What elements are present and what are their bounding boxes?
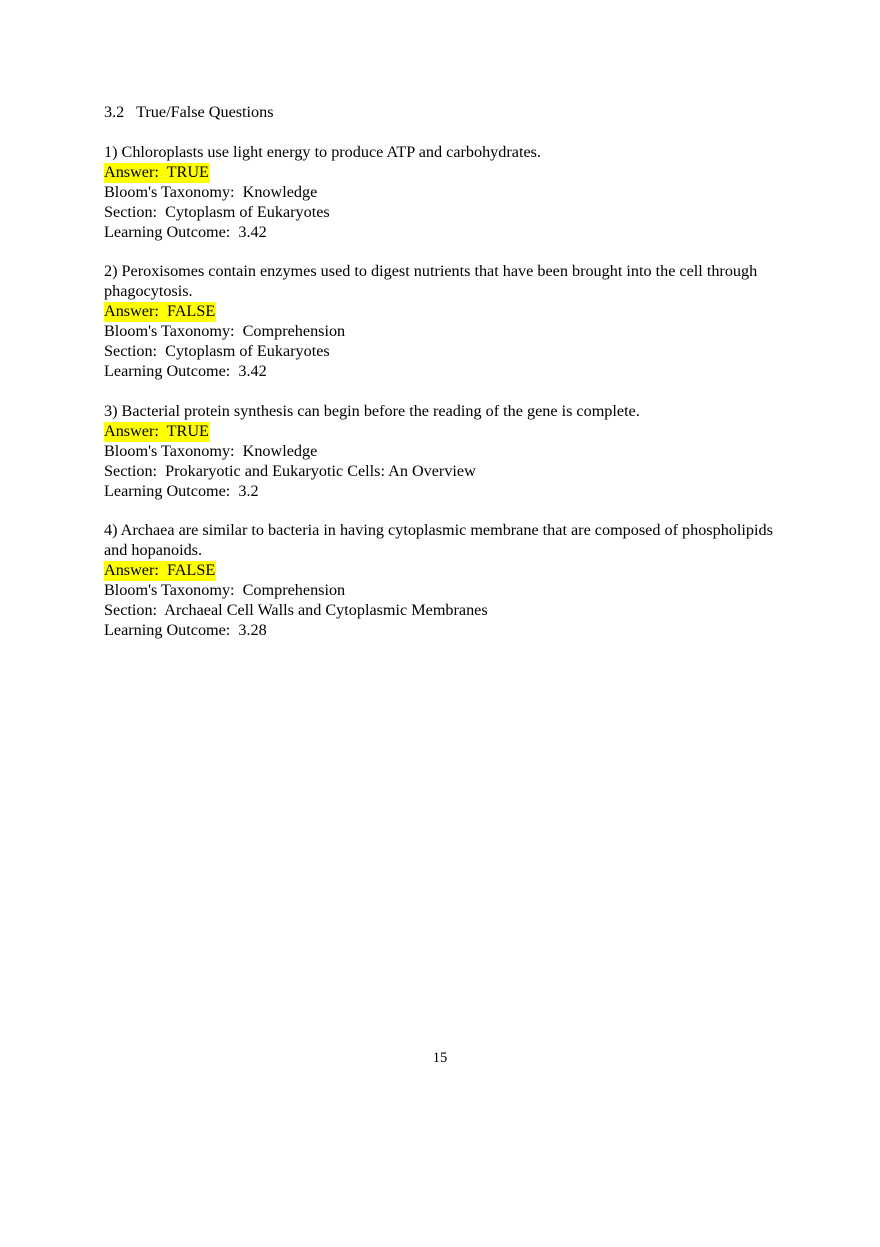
- question-text: 4) Archaea are similar to bacteria in having cytoplasmic membrane that are composed of phospholipids and hopanoids.: [104, 521, 777, 560]
- question-block-3: [104, 402, 784, 502]
- question-section: Section: Cytoplasm of Eukaryotes: [104, 342, 330, 361]
- blooms-taxonomy: Bloom's Taxonomy: Comprehension: [104, 581, 346, 600]
- page-number: 15: [432, 1050, 448, 1066]
- learning-outcome: Learning Outcome: 3.42: [104, 222, 267, 241]
- section-heading: 3.2 True/False Questions: [104, 103, 274, 121]
- question-text: 2) Peroxisomes contain enzymes used to digest nutrients that have been brought into the cell through phagocytosis.: [104, 262, 762, 301]
- question-block-2: [104, 262, 784, 381]
- blooms-taxonomy: Bloom's Taxonomy: Knowledge: [104, 441, 318, 460]
- answer-highlight: Answer: FALSE: [104, 302, 216, 321]
- blooms-taxonomy: Bloom's Taxonomy: Knowledge: [104, 182, 318, 201]
- question-text: 3) Bacterial protein synthesis can begin before the reading of the gene is complete.: [104, 401, 640, 420]
- question-text: 1) Chloroplasts use light energy to produce ATP and carbohydrates.: [104, 142, 541, 161]
- learning-outcome: Learning Outcome: 3.2: [104, 481, 259, 500]
- question-block-1: [104, 143, 784, 243]
- document-page: [104, 103, 784, 661]
- question-section: Section: Prokaryotic and Eukaryotic Cells: An Overview: [104, 461, 476, 480]
- question-section: Section: Archaeal Cell Walls and Cytoplasmic Membranes: [104, 601, 488, 620]
- answer-highlight: Answer: FALSE: [104, 561, 216, 580]
- blooms-taxonomy: Bloom's Taxonomy: Comprehension: [104, 322, 346, 341]
- learning-outcome: Learning Outcome: 3.28: [104, 620, 267, 639]
- learning-outcome: Learning Outcome: 3.42: [104, 361, 267, 380]
- question-block-4: [104, 521, 784, 640]
- answer-highlight: Answer: TRUE: [104, 421, 209, 440]
- question-section: Section: Cytoplasm of Eukaryotes: [104, 202, 330, 221]
- answer-highlight: Answer: TRUE: [104, 162, 209, 181]
